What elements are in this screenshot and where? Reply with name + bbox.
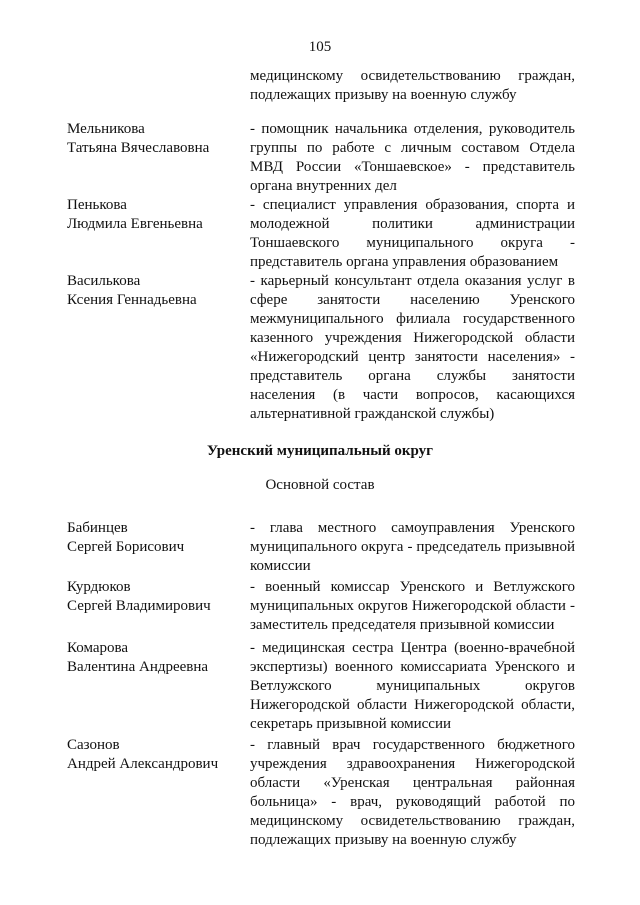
member-role: - военный комиссар Уренского и Ветлужского муниципальных округов Нижегородской области - заместитель председателя призывной комиссии: [250, 579, 575, 633]
member-role: - помощник начальника отделения, руководитель группы по работе с личным составом Отдела МВД России «Тоншаевское» - представитель органа внутренних дел: [250, 121, 575, 194]
member-role: - медицинская сестра Центра (военно-врачебной экспертизы) военного комиссариата Уренского и Ветлужского муниципальных округов Нижегородской области Нижегородской области, секретарь призывной комиссии: [250, 640, 575, 732]
member-role: - специалист управления образования, спорта и молодежной политики администрации Тоншаевского муниципального округа - представитель органа управления образованием: [250, 197, 575, 270]
member-surname: Пенькова: [67, 197, 127, 213]
member-role: - карьерный консультант отдела оказания услуг в сфере занятости населению Уренского межмуниципального филиала государственного казенного учреждения Нижегородской области «Нижегородский центр занятости населения» - представитель органа службы занятости населения (в части вопросов, касающихся альтернативной гражданской службы): [250, 273, 575, 422]
section-heading: Уренский муниципальный округ: [206, 443, 433, 459]
member-surname: Василькова: [67, 273, 141, 289]
member-surname: Комарова: [67, 640, 129, 656]
member-given-name: Сергей Борисович: [67, 539, 185, 555]
member-role: - главный врач государственного бюджетного учреждения здравоохранения Нижегородской области «Уренская центральная районная больница» - врач, руководящий работой по медицинскому освидетельствованию граждан, подлежащих призыву на военную службу: [250, 737, 575, 848]
member-given-name: Ксения Геннадьевна: [67, 292, 197, 308]
page-number: 105: [308, 39, 332, 55]
member-given-name: Сергей Владимирович: [67, 598, 211, 614]
member-name: [67, 578, 247, 616]
continuation-text: медицинскому освидетельствованию граждан, подлежащих призыву на военную службу: [250, 68, 575, 103]
member-name: [67, 196, 247, 234]
member-given-name: Валентина Андреевна: [67, 659, 209, 675]
member-name: [67, 736, 247, 774]
member-name: [67, 639, 247, 677]
member-surname: Мельникова: [67, 121, 145, 137]
member-given-name: Андрей Александрович: [67, 756, 219, 772]
section-subheading: Основной состав: [265, 477, 375, 493]
member-given-name: Людмила Евгеньевна: [67, 216, 203, 232]
member-surname: Сазонов: [67, 737, 120, 753]
member-given-name: Татьяна Вячеславовна: [67, 140, 210, 156]
member-surname: Бабинцев: [67, 520, 128, 536]
member-name: [67, 120, 247, 158]
member-role: - глава местного самоуправления Уренского муниципального округа - председатель призывной комиссии: [250, 520, 575, 574]
member-name: [67, 519, 247, 557]
member-surname: Курдюков: [67, 579, 131, 595]
member-name: [67, 272, 247, 310]
